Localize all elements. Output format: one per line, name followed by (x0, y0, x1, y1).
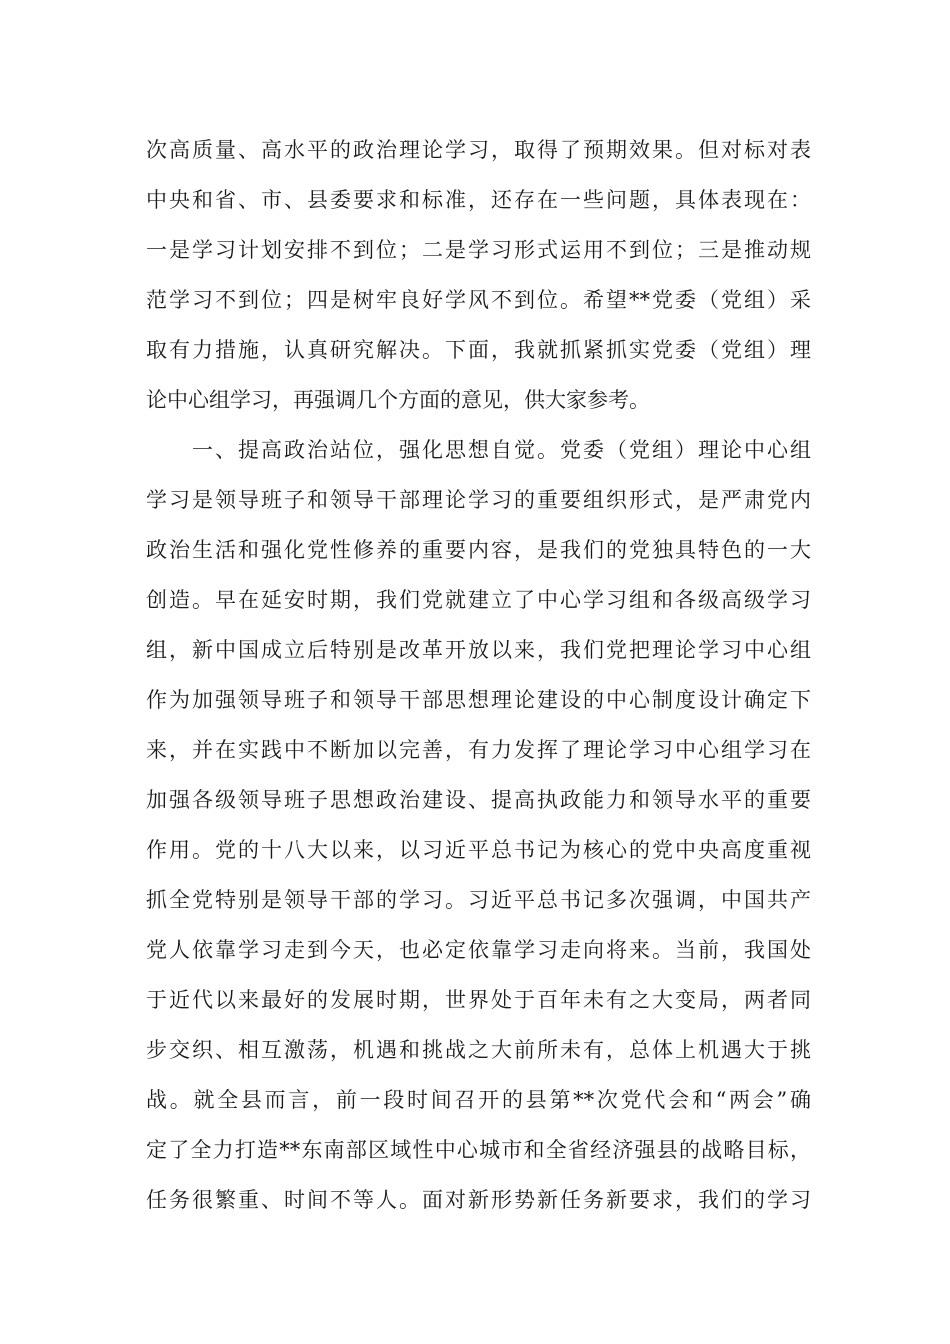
text-line: 次高质量、高水平的政治理论学习，取得了预期效果。但对标对表 (146, 138, 811, 162)
text-line: 创造。早在延安时期，我们党就建立了中心学习组和各级高级学习 (146, 588, 811, 612)
text-line: 一是学习计划安排不到位；二是学习形式运用不到位；三是推动规 (146, 238, 811, 262)
text-line: 组，新中国成立后特别是改革开放以来，我们党把理论学习中心组 (146, 638, 811, 662)
text-line: 范学习不到位；四是树牢良好学风不到位。希望**党委（党组）采 (146, 288, 811, 312)
text-line: 步交织、相互激荡，机遇和挑战之大前所未有，总体上机遇大于挑 (146, 1038, 811, 1062)
text-line: 中央和省、市、县委要求和标准，还存在一些问题，具体表现在： (146, 188, 811, 212)
text-line: 加强各级领导班子思想政治建设、提高执政能力和领导水平的重要 (146, 788, 811, 812)
text-line: 作用。党的十八大以来，以习近平总书记为核心的党中央高度重视 (146, 838, 811, 862)
section-heading-line: 一、提高政治站位，强化思想自觉。党委（党组）理论中心组 (192, 438, 811, 462)
text-line: 论中心组学习，再强调几个方面的意见，供大家参考。 (146, 388, 650, 412)
text-line: 定了全力打造**东南部区域性中心城市和全省经济强县的战略目标， (146, 1138, 811, 1162)
text-line: 作为加强领导班子和领导干部思想理论建设的中心制度设计确定下 (146, 688, 811, 712)
text-line: 抓全党特别是领导干部的学习。习近平总书记多次强调，中国共产 (146, 888, 811, 912)
text-line: 来，并在实践中不断加以完善，有力发挥了理论学习中心组学习在 (146, 738, 811, 762)
text-line: 于近代以来最好的发展时期，世界处于百年未有之大变局，两者同 (146, 988, 811, 1012)
text-line: 战。就全县而言，前一段时间召开的县第**次党代会和“两会”确 (146, 1088, 811, 1112)
text-line: 取有力措施，认真研究解决。下面，我就抓紧抓实党委（党组）理 (146, 338, 811, 362)
text-line: 任务很繁重、时间不等人。面对新形势新任务新要求，我们的学习 (146, 1188, 811, 1212)
text-line: 政治生活和强化党性修养的重要内容，是我们的党独具特色的一大 (146, 538, 811, 562)
text-line: 党人依靠学习走到今天，也必定依靠学习走向将来。当前，我国处 (146, 938, 811, 962)
text-line: 学习是领导班子和领导干部理论学习的重要组织形式，是严肃党内 (146, 488, 811, 512)
